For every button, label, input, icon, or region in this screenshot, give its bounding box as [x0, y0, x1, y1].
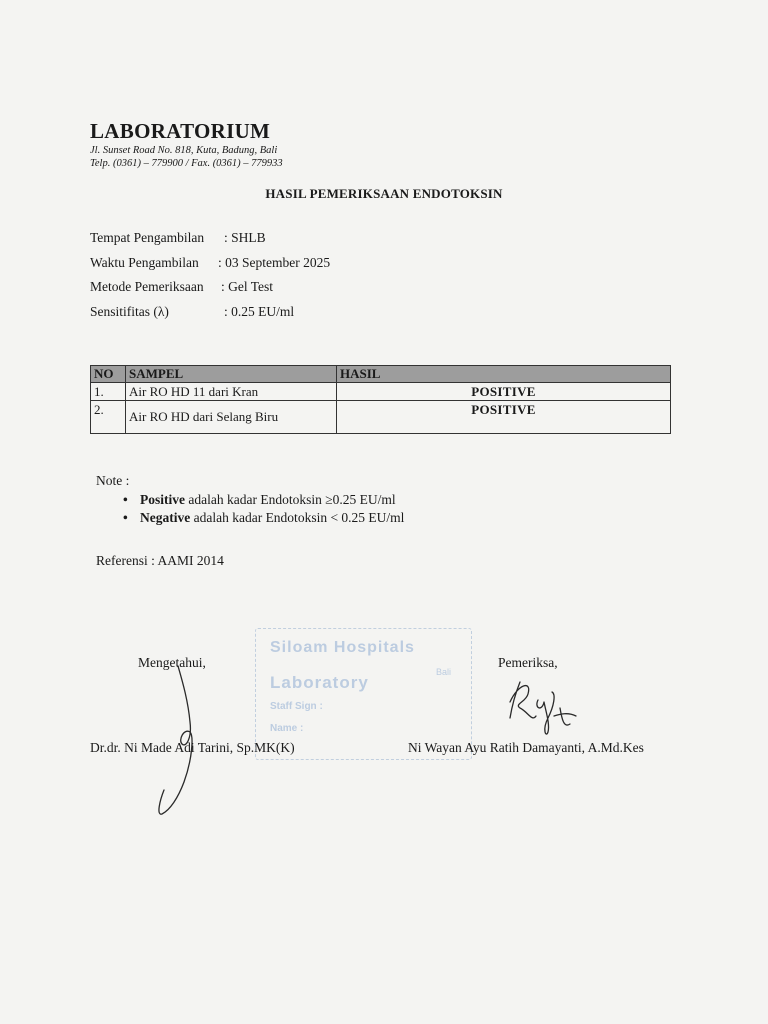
info-label: Tempat Pengambilan — [90, 230, 205, 245]
stamp-staff-sign: Staff Sign : — [270, 701, 323, 712]
note-list — [96, 491, 404, 527]
column-header-no: NO — [91, 366, 126, 383]
cell-no: 1. — [91, 383, 126, 401]
results-table — [90, 365, 671, 434]
info-label: Waktu Pengambilan — [90, 254, 199, 270]
info-label: Metode Pemeriksaan — [90, 279, 204, 294]
approver-name: Dr.dr. Ni Made Adi Tarini, Sp.MK(K) — [90, 740, 295, 755]
cell-no: 2. — [91, 401, 126, 434]
document-title: HASIL PEMERIKSAAN ENDOTOKSIN — [265, 186, 503, 201]
info-label: Sensitifitas (λ) — [90, 303, 169, 319]
note-text: adalah kadar Endotoksin ≥0.25 EU/ml — [185, 492, 396, 507]
approver-label: Mengetahui, — [138, 655, 206, 670]
cell-sampel: Air RO HD 11 dari Kran — [126, 383, 337, 401]
cell-hasil: POSITIVE — [337, 401, 671, 434]
stamp-laboratory: Laboratory — [270, 673, 369, 692]
stamp-name: Name : — [270, 723, 304, 734]
column-header-hasil: HASIL — [337, 366, 671, 383]
stamp-hospital-name: Siloam Hospitals — [270, 639, 415, 656]
note-item — [140, 509, 404, 527]
table-row — [91, 383, 671, 401]
phone-fax-line: Telp. (0361) – 779900 / Fax. (0361) – 779933 — [90, 158, 283, 169]
lab-address — [90, 144, 283, 170]
table-header-row — [91, 366, 671, 383]
note-term: Negative — [140, 510, 191, 525]
examiner-label: Pemeriksa, — [498, 655, 558, 670]
note-text: adalah kadar Endotoksin < 0.25 EU/ml — [190, 510, 405, 525]
column-header-sampel: SAMPEL — [126, 366, 337, 383]
info-value: : Gel Test — [221, 279, 274, 294]
table-row — [91, 401, 671, 434]
reference: Referensi : AAMI 2014 — [96, 553, 224, 568]
note-item — [140, 491, 404, 509]
stamp-location: Bali — [436, 667, 452, 677]
address-line: Jl. Sunset Road No. 818, Kuta, Badung, Bali — [90, 145, 278, 156]
info-value: : 03 September 2025 — [218, 254, 331, 270]
note-term: Positive — [140, 492, 185, 507]
examiner-name: Ni Wayan Ayu Ratih Damayanti, A.Md.Kes — [408, 740, 644, 755]
note-section — [96, 473, 404, 527]
cell-hasil: POSITIVE — [337, 383, 671, 401]
info-value: : SHLB — [224, 230, 266, 245]
examiner-signature — [498, 672, 588, 742]
note-title: Note : — [96, 473, 130, 488]
info-value: : 0.25 EU/ml — [224, 303, 295, 319]
cell-sampel: Air RO HD dari Selang Biru — [126, 401, 337, 434]
lab-name: LABORATORIUM — [90, 119, 271, 143]
